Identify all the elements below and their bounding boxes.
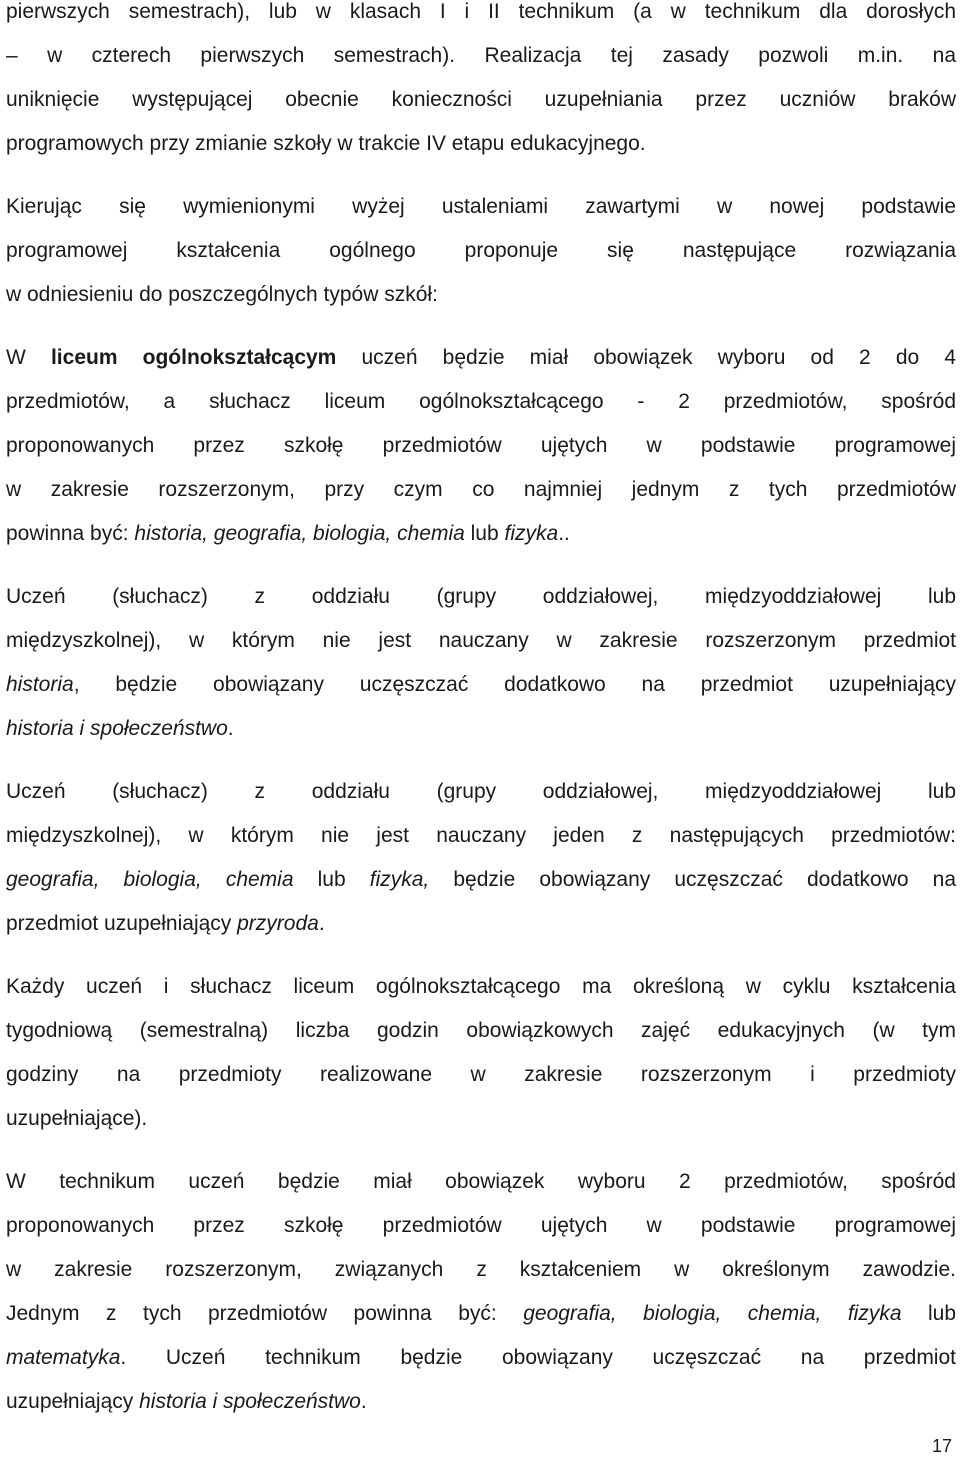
- text-segment: powinna być:: [6, 522, 135, 545]
- text-line: [6, 663, 956, 707]
- text-line: przedmiotów, a słuchacz liceum ogólnokształcącego - 2 przedmiotów, spośród: [6, 390, 956, 413]
- text-line: międzyszkolnej), w którym nie jest nauczany w zakresie rozszerzonym przedmiot: [6, 629, 956, 652]
- paragraph: [6, 185, 956, 317]
- italic-text: historia i społeczeństwo: [139, 1390, 361, 1413]
- page-number: 17: [931, 1436, 952, 1456]
- text-line: [6, 1380, 956, 1424]
- paragraph: [6, 1160, 956, 1424]
- text-line: proponowanych przez szkołę przedmiotów ujętych w podstawie programowej: [6, 434, 956, 457]
- text-line: uniknięcie występującej obecnie konieczności uzupełniania przez uczniów braków: [6, 88, 956, 111]
- text-line: [6, 336, 956, 380]
- text-line: [6, 512, 956, 556]
- text-segment: lub: [464, 522, 505, 545]
- paragraph: [6, 575, 956, 751]
- text-segment: , będzie obowiązany uczęszczać dodatkowo na przedmiot uzupełniający: [73, 673, 956, 696]
- document-page: [6, 0, 956, 1443]
- text-line: programowej kształcenia ogólnego proponuje się następujące rozwiązania: [6, 239, 956, 262]
- text-line: w zakresie rozszerzonym, związanych z kształceniem w określonym zawodzie.: [6, 1258, 956, 1281]
- text-line: [6, 902, 956, 946]
- text-line: godziny na przedmioty realizowane w zakresie rozszerzonym i przedmioty: [6, 1063, 956, 1086]
- italic-text: przyroda: [237, 912, 319, 935]
- text-line: Kierując się wymienionymi wyżej ustaleniami zawartymi w nowej podstawie: [6, 195, 956, 218]
- paragraph: [6, 336, 956, 556]
- text-segment: będzie obowiązany uczęszczać dodatkowo na: [429, 868, 956, 891]
- text-line: międzyszkolnej), w którym nie jest nauczany jeden z następujących przedmiotów:: [6, 824, 956, 847]
- text-line: – w czterech pierwszych semestrach). Realizacja tej zasady pozwoli m.in. na: [6, 44, 956, 67]
- text-line: [6, 1336, 956, 1380]
- text-line: [6, 858, 956, 902]
- text-line: proponowanych przez szkołę przedmiotów ujętych w podstawie programowej: [6, 1214, 956, 1237]
- text-segment: . Uczeń technikum będzie obowiązany uczęszczać na przedmiot: [120, 1346, 956, 1369]
- text-line: pierwszych semestrach), lub w klasach I i II technikum (a w technikum dla dorosłych: [6, 0, 956, 23]
- text-line: Uczeń (słuchacz) z oddziału (grupy oddziałowej, międzyoddziałowej lub: [6, 585, 956, 608]
- text-segment: lub: [901, 1302, 957, 1325]
- italic-text: historia, geografia, biologia, chemia: [134, 522, 465, 545]
- text-segment: lub: [293, 868, 370, 891]
- paragraph: [6, 770, 956, 946]
- text-segment: uzupełniający: [6, 1390, 140, 1413]
- paragraph: [6, 965, 956, 1141]
- text-segment: przedmiot uzupełniający: [6, 912, 238, 935]
- text-line: W technikum uczeń będzie miał obowiązek wyboru 2 przedmiotów, spośród: [6, 1170, 956, 1193]
- text-line: Uczeń (słuchacz) z oddziału (grupy oddziałowej, międzyoddziałowej lub: [6, 780, 956, 803]
- bold-text: liceum ogólnokształcącym: [50, 346, 337, 369]
- italic-text: matematyka: [6, 1346, 121, 1369]
- text-line: [6, 707, 956, 751]
- italic-text: historia: [6, 673, 74, 696]
- italic-text: fizyka: [504, 522, 559, 545]
- italic-text: historia i społeczeństwo: [6, 717, 228, 740]
- text-segment: Jednym z tych przedmiotów powinna być:: [6, 1302, 524, 1325]
- text-segment: .: [227, 717, 234, 740]
- text-segment: W: [6, 346, 51, 369]
- text-line: uzupełniające).: [6, 1107, 148, 1130]
- text-line: Każdy uczeń i słuchacz liceum ogólnokształcącego ma określoną w cyklu kształcenia: [6, 975, 956, 998]
- document-body: [6, 0, 956, 1424]
- text-line: w odniesieniu do poszczególnych typów szkół:: [6, 283, 438, 306]
- text-segment: .: [318, 912, 325, 935]
- text-line: [6, 1292, 956, 1336]
- italic-text: geografia, biologia, chemia: [6, 868, 294, 891]
- text-segment: .: [360, 1390, 367, 1413]
- italic-text: fizyka,: [369, 868, 430, 891]
- text-line: tygodniową (semestralną) liczba godzin obowiązkowych zajęć edukacyjnych (w tym: [6, 1019, 956, 1042]
- paragraph: [6, 0, 956, 166]
- text-line: programowych przy zmianie szkoły w trakcie IV etapu edukacyjnego.: [6, 132, 646, 155]
- text-line: w zakresie rozszerzonym, przy czym co najmniej jednym z tych przedmiotów: [6, 478, 956, 501]
- text-segment: ..: [558, 522, 570, 545]
- text-segment: uczeń będzie miał obowiązek wyboru od 2 do 4: [336, 346, 957, 369]
- italic-text: geografia, biologia, chemia, fizyka: [523, 1302, 902, 1325]
